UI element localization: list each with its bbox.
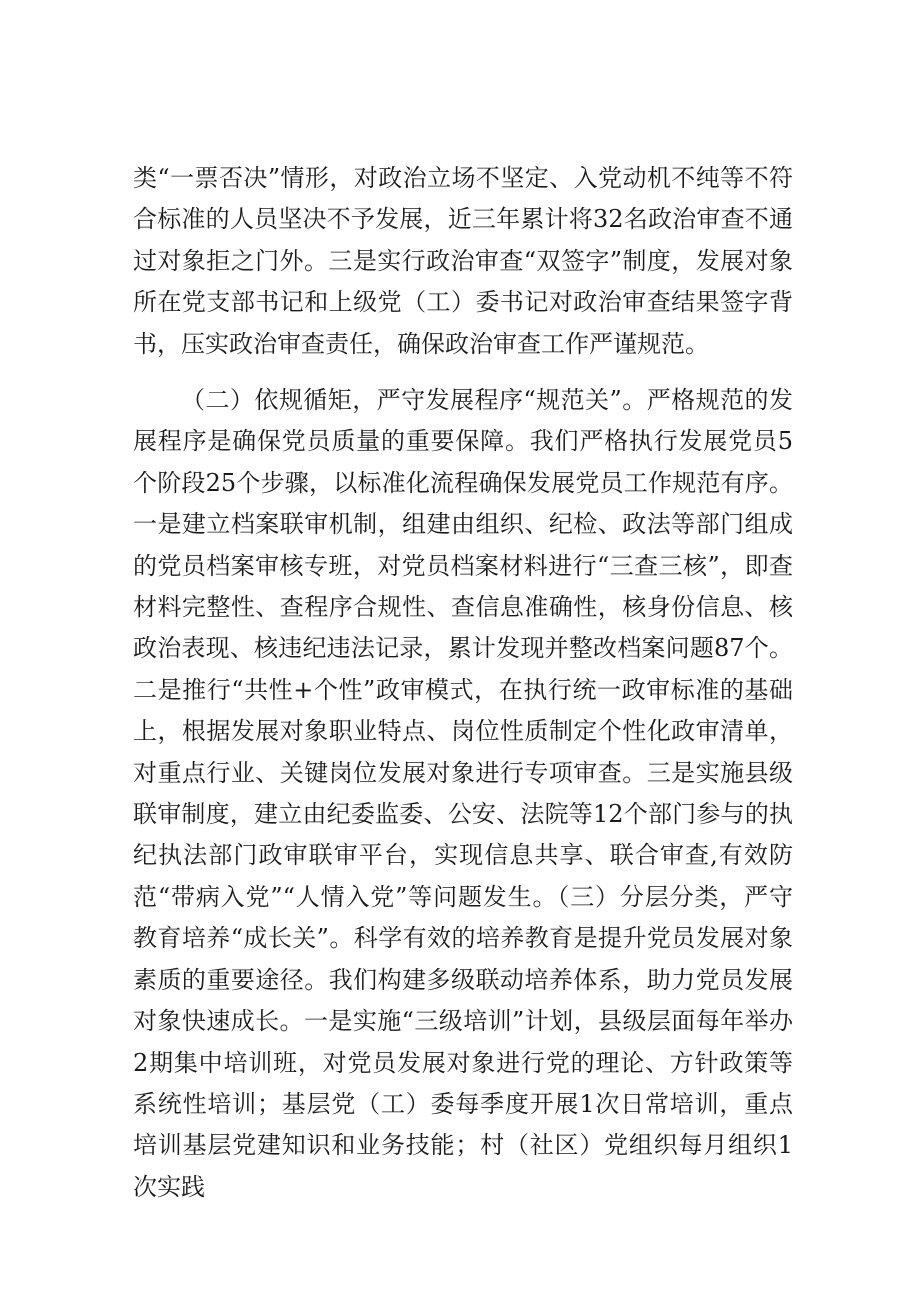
paragraph-section-two — [133, 380, 793, 1208]
paragraph-continuation — [133, 158, 793, 365]
paragraph-text: 类“一票否决”情形，对政治立场不坚定、入党动机不纯等不符合标准的人员坚决不予发展，近三年累计将32名政治审查不通过对象拒之门外。三是实行政治审查“双签字”制度，发展对象所在党支部书记和上级党（工）委书记对政治审查结果签字背书，压实政治审查责任，确保政治审查工作严谨规范。 — [133, 164, 793, 358]
paragraph-text: （二）依规循矩，严守发展程序“规范关”。严格规范的发展程序是确保党员质量的重要保障。我们严格执行发展党员5个阶段25个步骤，以标准化流程确保发展党员工作规范有序。一是建立档案联审机制，组建由组织、纪检、政法等部门组成的党员档案审核专班，对党员档案材料进行“三查三核”，即查材料完整性、查程序合规性、查信息准确性，核身份信息、核政治表现、核违纪违法记录，累计发现并整改档案问题87个。二是推行“共性+个性”政审模式，在执行统一政审标准的基础上，根据发展对象职业特点、岗位性质制定个性化政审清单，对重点行业、关键岗位发展对象进行专项审查。三是实施县级联审制度，建立由纪委监委、公安、法院等12个部门参与的执纪执法部门政审联审平台，实现信息共享、联合审查,有效防范“带病入党”“人情入党”等问题发生。（三）分层分类，严守教育培养“成长关”。科学有效的培养教育是提升党员发展对象素质的重要途径。我们构建多级联动培养体系，助力党员发展对象快速成长。一是实施“三级培训”计划，县级层面每年举办2期集中培训班，对党员发展对象进行党的理论、方针政策等系统性培训；基层党（工）委每季度开展1次日常培训，重点培训基层党建知识和业务技能；村（社区）党组织每月组织1次实践 — [133, 386, 793, 1201]
